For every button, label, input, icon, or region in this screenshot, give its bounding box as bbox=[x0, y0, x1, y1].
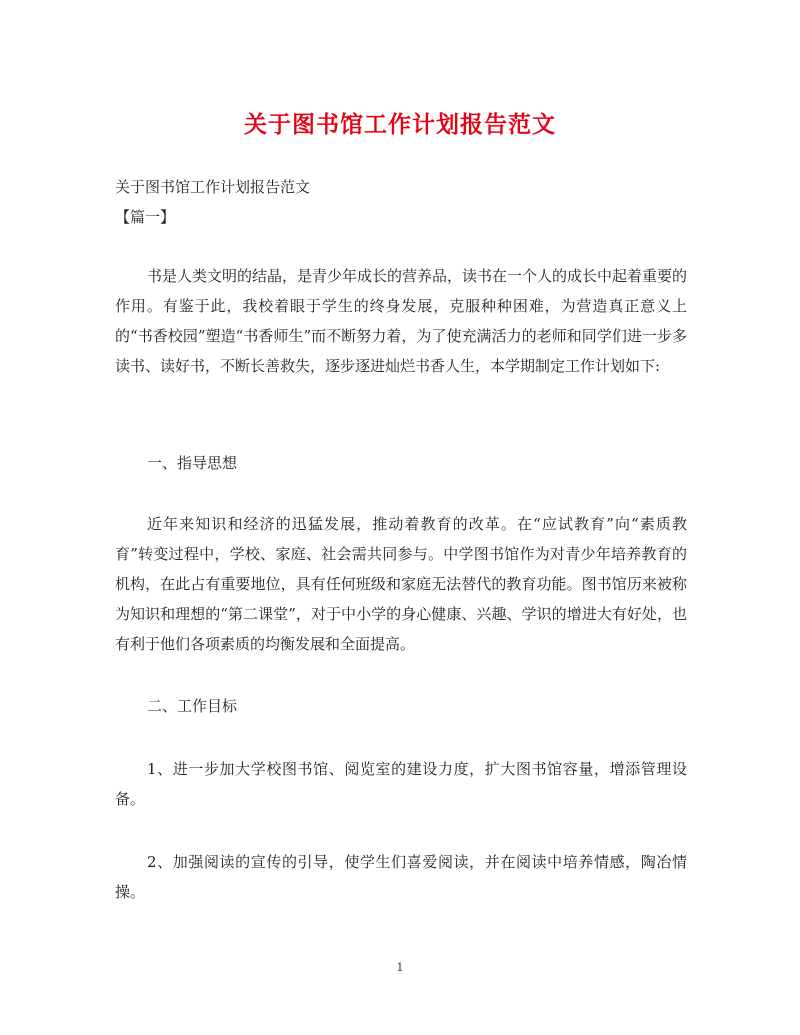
intro-paragraph: 书是人类文明的结晶，是青少年成长的营养品，读书在一个人的成长中起着重要的作用。有鉴于此，我校着眼于学生的终身发展，克服种种困难，为营造真正意义上的“书香校园”塑造“书香师生”而不断努力着，为了使充满活力的老师和同学们进一步多读书、读好书，不断长善救失，逐步逐进灿烂书香人生，本学期制定工作计划如下: bbox=[115, 267, 688, 375]
section-marker: 【篇一】 bbox=[115, 208, 176, 226]
page-number: 1 bbox=[396, 961, 404, 974]
document-subtitle: 关于图书馆工作计划报告范文 bbox=[115, 178, 311, 196]
heading-guiding-ideology: 一、指导思想 bbox=[147, 454, 238, 472]
guiding-ideology-paragraph: 近年来知识和经济的迅猛发展，推动着教育的改革。在“应试教育”向“素质教育”转变过程中，学校、家庭、社会需共同参与。中学图书馆作为对青少年培养教育的机构，在此占有重要地位，具有任何班级和家庭无法替代的教育功能。图书馆历来被称为知识和理想的“第二课堂”，对于中小学的身心健康、兴趣、学识的增进大有好处，也有利于他们各项素质的均衡发展和全面提高。 bbox=[115, 515, 687, 653]
goal-item-2: 2、加强阅读的宣传的引导，使学生们喜爱阅读，并在阅读中培养情感，陶冶情操。 bbox=[115, 853, 687, 901]
goal-item-1: 1、进一步加大学校图书馆、阅览室的建设力度，扩大图书馆容量，增添管理设备。 bbox=[115, 760, 687, 808]
heading-work-goals: 二、工作目标 bbox=[147, 697, 238, 715]
document-title: 关于图书馆工作计划报告范文 bbox=[244, 111, 556, 138]
